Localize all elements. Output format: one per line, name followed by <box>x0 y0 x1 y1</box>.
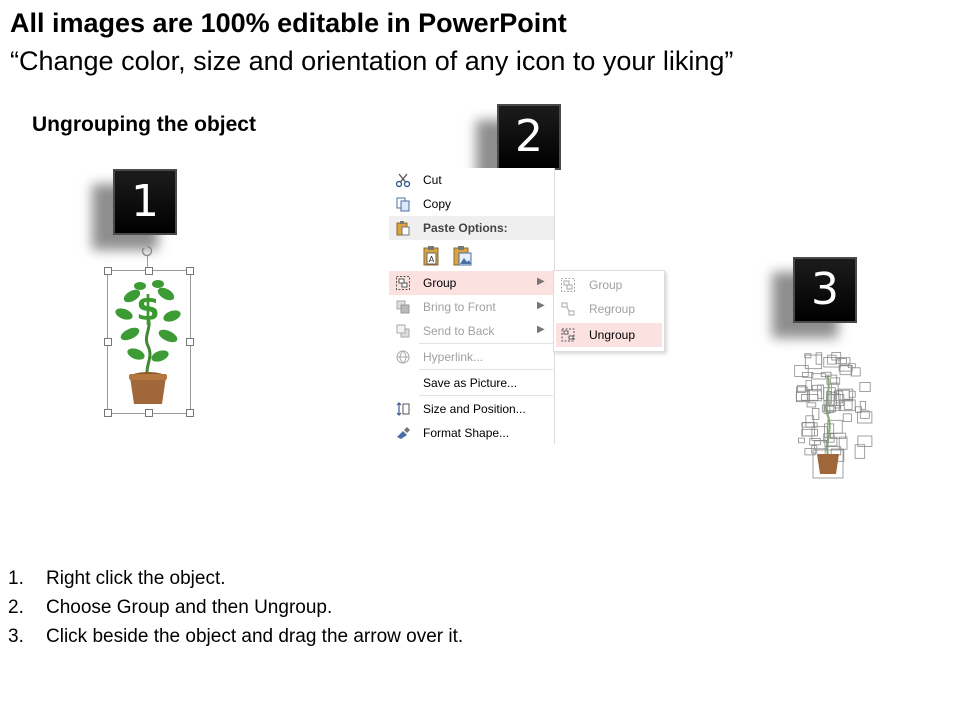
menu-item-label: Copy <box>423 197 452 211</box>
page-subtitle: “Change color, size and orientation of any icon to your liking” <box>10 46 734 76</box>
svg-text:$: $ <box>136 289 160 329</box>
group-icon <box>395 275 411 291</box>
money-plant-icon <box>110 278 186 408</box>
menu-item-copy[interactable] <box>389 192 554 216</box>
menu-item-label: Format Shape... <box>423 426 510 440</box>
submenu-arrow-icon: ▶ <box>537 324 545 335</box>
instruction-step <box>8 626 463 655</box>
resize-handle[interactable] <box>145 267 153 275</box>
ungroup-icon <box>560 327 576 343</box>
menu-item-group[interactable] <box>389 271 554 295</box>
submenu-item-label: Regroup <box>589 302 636 316</box>
bring-front-icon <box>395 299 411 315</box>
resize-handle[interactable] <box>145 409 153 417</box>
step-text: Right click the object. <box>46 568 226 589</box>
paste-keep-text-icon[interactable] <box>423 245 441 267</box>
copy-icon <box>395 196 411 212</box>
menu-item-label: Group <box>423 276 457 290</box>
instruction-step <box>8 568 463 597</box>
step-badge-2: 2 <box>497 104 561 170</box>
menu-item-label: Bring to Front <box>423 300 496 314</box>
menu-section-label: Paste Options: <box>423 221 508 235</box>
resize-handle[interactable] <box>186 267 194 275</box>
size-position-icon <box>395 401 411 417</box>
submenu-item-label: Group <box>589 278 623 292</box>
submenu-item-label: Ungroup <box>589 328 636 342</box>
step-badge-3: 3 <box>793 257 857 323</box>
rotate-handle-icon[interactable] <box>141 244 153 256</box>
menu-item-label: Hyperlink... <box>423 350 484 364</box>
format-shape-icon <box>395 425 411 441</box>
menu-item-label: Size and Position... <box>423 402 526 416</box>
menu-item-label: Cut <box>423 173 442 187</box>
section-title: Ungrouping the object <box>32 113 256 136</box>
resize-handle[interactable] <box>186 338 194 346</box>
svg-text:A: A <box>428 255 435 264</box>
submenu-arrow-icon: ▶ <box>537 300 545 311</box>
resize-handle[interactable] <box>104 409 112 417</box>
menu-item-hyperlink[interactable] <box>389 345 554 369</box>
step-number: 1. <box>8 568 24 589</box>
step-number: 3. <box>8 626 24 647</box>
paste-picture-icon[interactable] <box>453 245 473 267</box>
step-number: 2. <box>8 597 24 618</box>
menu-item-label: Save as Picture... <box>423 376 518 390</box>
menu-item-bring-to-front[interactable] <box>389 295 554 319</box>
instruction-step <box>8 597 463 626</box>
send-back-icon <box>395 323 411 339</box>
ungrouped-plant-icon <box>783 346 873 482</box>
step-text: Choose Group and then Ungroup. <box>46 597 333 618</box>
group-icon <box>560 277 576 293</box>
resize-handle[interactable] <box>104 267 112 275</box>
menu-item-size-and-position[interactable] <box>389 397 554 421</box>
page-title: All images are 100% editable in PowerPoint <box>10 8 567 38</box>
menu-divider <box>419 343 553 344</box>
submenu-arrow-icon: ▶ <box>537 276 545 287</box>
paste-icon <box>395 220 411 236</box>
menu-divider <box>419 369 553 370</box>
step-badge-1: 1 <box>113 169 177 235</box>
hyperlink-icon <box>395 349 411 365</box>
menu-item-label: Send to Back <box>423 324 495 338</box>
submenu-item-ungroup[interactable] <box>556 323 662 347</box>
menu-item-cut[interactable] <box>389 168 554 192</box>
menu-divider <box>419 395 553 396</box>
scissors-icon <box>395 172 411 188</box>
resize-handle[interactable] <box>186 409 194 417</box>
menu-item-format-shape[interactable] <box>389 421 554 445</box>
group-submenu <box>553 270 665 352</box>
menu-item-send-to-back[interactable] <box>389 319 554 343</box>
submenu-item-regroup[interactable] <box>556 297 662 321</box>
menu-item-save-as-picture[interactable] <box>389 371 554 395</box>
menu-section-paste-options <box>389 216 554 240</box>
regroup-icon <box>560 301 576 317</box>
step-text: Click beside the object and drag the arrow over it. <box>46 626 464 647</box>
submenu-item-group[interactable] <box>556 273 662 297</box>
instructions-list <box>8 568 463 655</box>
context-menu <box>389 168 555 444</box>
